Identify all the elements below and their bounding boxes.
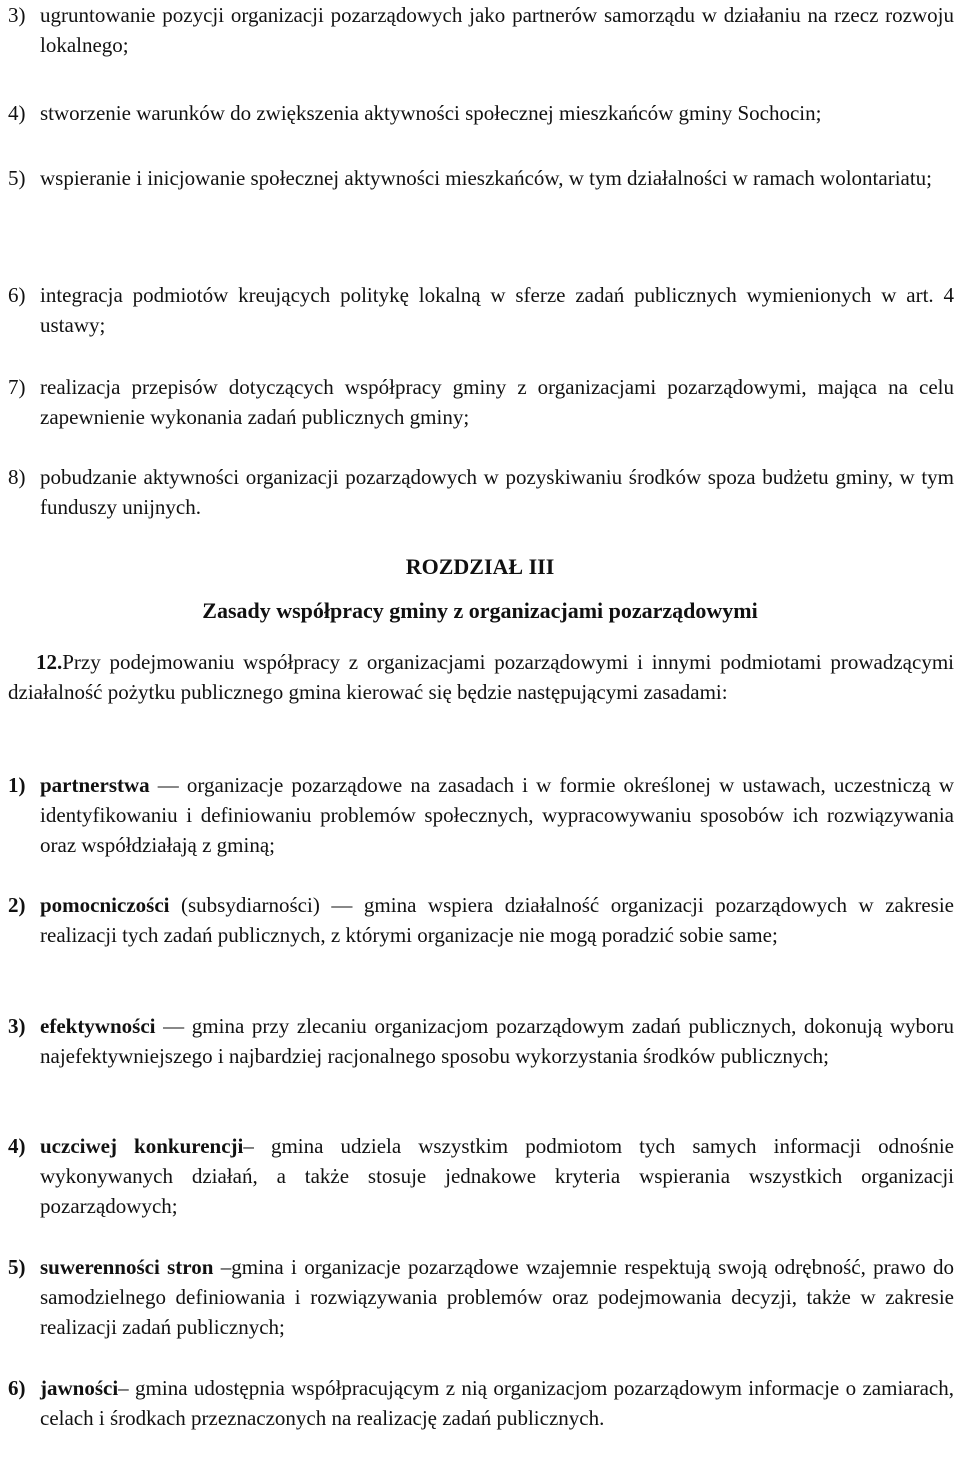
principle-number: 1) xyxy=(8,773,26,797)
principle-item xyxy=(8,1131,954,1221)
item-text: realizacja przepisów dotyczących współpracy gminy z organizacjami pozarządowymi, mająca na celu zapewnienie wykonania zadań publicznych gminy; xyxy=(40,375,954,429)
section-paragraph xyxy=(8,647,954,707)
list-item xyxy=(8,163,954,193)
principle-name: uczciwej konkurencji xyxy=(40,1134,244,1158)
item-text: integracja podmiotów kreujących politykę lokalną w sferze zadań publicznych wymienionych w art. 4 ustawy; xyxy=(40,283,954,337)
principle-number: 2) xyxy=(8,893,26,917)
principle-item xyxy=(8,1252,954,1342)
item-text: pobudzanie aktywności organizacji pozarządowych w pozyskiwaniu środków spoza budżetu gminy, w tym funduszy unijnych. xyxy=(40,465,954,519)
principle-text: — organizacje pozarządowe na zasadach i w formie określonej w ustawach, uczestniczą w identyfikowaniu i definiowaniu problemów społecznych, wypracowywaniu sposobów ich rozwiązywania oraz współdziałają z gminą; xyxy=(40,773,954,857)
item-number: 7) xyxy=(8,375,26,399)
chapter-subtitle: Zasady współpracy gminy z organizacjami pozarządowymi xyxy=(202,598,758,623)
principle-number: 4) xyxy=(8,1134,26,1158)
item-text: stworzenie warunków do zwiększenia aktywności społecznej mieszkańców gminy Sochocin; xyxy=(40,101,822,125)
item-number: 5) xyxy=(8,166,26,190)
principle-name: pomocniczości xyxy=(40,893,170,917)
principle-text: –gmina i organizacje pozarządowe wzajemnie respektują swoją odrębność, prawo do samodzielnego definiowania i rozwiązywania problemów oraz podejmowania decyzji, także w zakresie realizacji zadań publicznych; xyxy=(40,1255,954,1339)
list-item xyxy=(8,98,954,128)
list-item xyxy=(8,372,954,432)
item-number: 8) xyxy=(8,465,26,489)
principle-text: – gmina udziela wszystkim podmiotom tych samych informacji odnośnie wykonywanych działań, a także stosuje jednakowe kryteria wspierania wszystkich organizacji pozarządowych; xyxy=(40,1134,954,1218)
principle-item xyxy=(8,1373,954,1433)
principle-item xyxy=(8,890,954,950)
principle-text: — gmina przy zlecaniu organizacjom pozarządowym zadań publicznych, dokonują wyboru najefektywniejszego i najbardziej racjonalnego sposobu wykorzystania środków publicznych; xyxy=(40,1014,954,1068)
principle-name: jawności xyxy=(40,1376,119,1400)
principle-item xyxy=(8,1011,954,1071)
chapter-title: ROZDZIAŁ III xyxy=(405,554,555,579)
section-text: Przy podejmowaniu współpracy z organizacjami pozarządowymi i innymi podmiotami prowadzącymi działalność pożytku publicznego gmina kierować się będzie następującymi zasadami: xyxy=(8,650,954,704)
list-item xyxy=(8,462,954,522)
principle-number: 3) xyxy=(8,1014,26,1038)
item-number: 6) xyxy=(8,283,26,307)
principle-text: – gmina udostępnia współpracującym z nią organizacjom pozarządowym informacje o zamiarach, celach i środkach przeznaczonych na realizację zadań publicznych. xyxy=(40,1376,954,1430)
principle-name: efektywności xyxy=(40,1014,156,1038)
principle-item xyxy=(8,770,954,860)
principle-name: partnerstwa xyxy=(40,773,150,797)
principle-number: 6) xyxy=(8,1376,26,1400)
item-number: 3) xyxy=(8,3,26,27)
principle-number: 5) xyxy=(8,1255,26,1279)
item-text: ugruntowanie pozycji organizacji pozarządowych jako partnerów samorządu w działaniu na rzecz rozwoju lokalnego; xyxy=(40,3,954,57)
list-item xyxy=(8,0,954,60)
item-text: wspieranie i inicjowanie społecznej aktywności mieszkańców, w tym działalności w ramach wolontariatu; xyxy=(40,166,933,190)
item-number: 4) xyxy=(8,101,26,125)
section-mark: 12. xyxy=(36,650,63,674)
list-item xyxy=(8,280,954,340)
principle-text: (subsydiarności) — gmina wspiera działalność organizacji pozarządowych w zakresie realizacji tych zadań publicznych, z którymi organizacje nie mogą poradzić sobie same; xyxy=(40,893,954,947)
principle-name: suwerenności stron xyxy=(40,1255,214,1279)
